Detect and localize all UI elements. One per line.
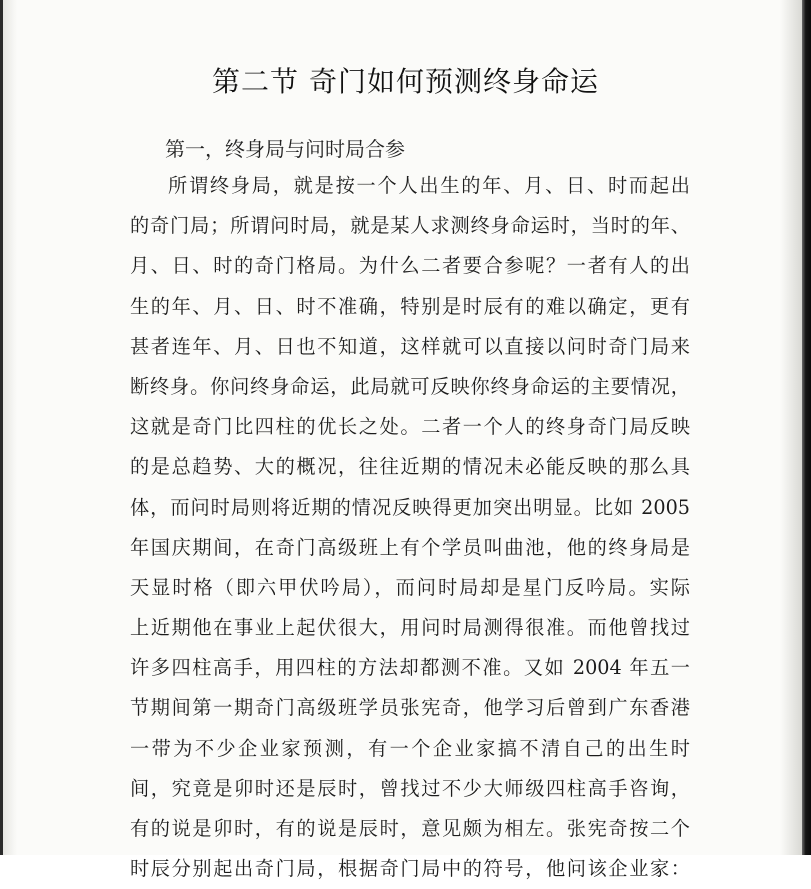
- text-line: 天显时格（即六甲伏吟局），而问时局却是星门反吟局。实际: [130, 575, 690, 599]
- text-line: 体，而问时局则将近期的情况反映得更加突出明显。比如 2005: [130, 495, 690, 519]
- text-line: 有的说是卯时，有的说是辰时，意见颇为相左。张宪奇按二个: [130, 817, 690, 840]
- text-line: 许多四柱高手，用四柱的方法却都测不准。又如 2004 年五一: [130, 656, 690, 680]
- text-line: 月、日、时的奇门格局。为什么二者要合参呢？一者有人的出: [130, 254, 690, 278]
- text-line: 时辰分别起出奇门局，根据奇门局中的符号，他问该企业家：: [130, 857, 690, 881]
- subsection-heading: 第一，终身局与问时局合参: [165, 137, 405, 161]
- body-text: [130, 166, 690, 889]
- text-line: 上近期他在事业上起伏很大，用问时局测得很准。而他曾找过: [130, 616, 690, 640]
- section-title: 第二节 奇门如何预测终身命运: [212, 65, 599, 98]
- page-binding-edge: [802, 0, 811, 855]
- text-line: 节期间第一期奇门高级班学员张宪奇，他学习后曾到广东香港: [130, 696, 690, 720]
- text-line: 一带为不少企业家预测，有一个企业家搞不清自己的出生时: [130, 736, 690, 760]
- text-line: 的是总趋势、大的概况，往往近期的情况未必能反映的那么具: [130, 455, 690, 479]
- text-line: 这就是奇门比四柱的优长之处。二者一个人的终身奇门局反映: [130, 415, 690, 439]
- text-line: 生的年、月、日、时不准确，特别是时辰有的难以确定，更有: [130, 294, 690, 318]
- text-line: 的奇门局；所谓问时局，就是某人求测终身命运时，当时的年、: [130, 214, 690, 238]
- text-line: 甚者连年、月、日也不知道，这样就可以直接以问时奇门局来: [130, 334, 690, 358]
- page-left-shadow: [3, 0, 17, 855]
- page-binding-shadow: [780, 0, 802, 855]
- text-line: 断终身。你问终身命运，此局就可反映你终身命运的主要情况，: [130, 374, 690, 398]
- text-line: 间，究竟是卯时还是辰时，曾找过不少大师级四柱高手咨询，: [130, 776, 690, 800]
- text-line: 所谓终身局，就是按一个人出生的年、月、日、时而起出: [168, 174, 690, 197]
- text-line: 年国庆期间，在奇门高级班上有个学员叫曲池，他的终身局是: [130, 535, 690, 559]
